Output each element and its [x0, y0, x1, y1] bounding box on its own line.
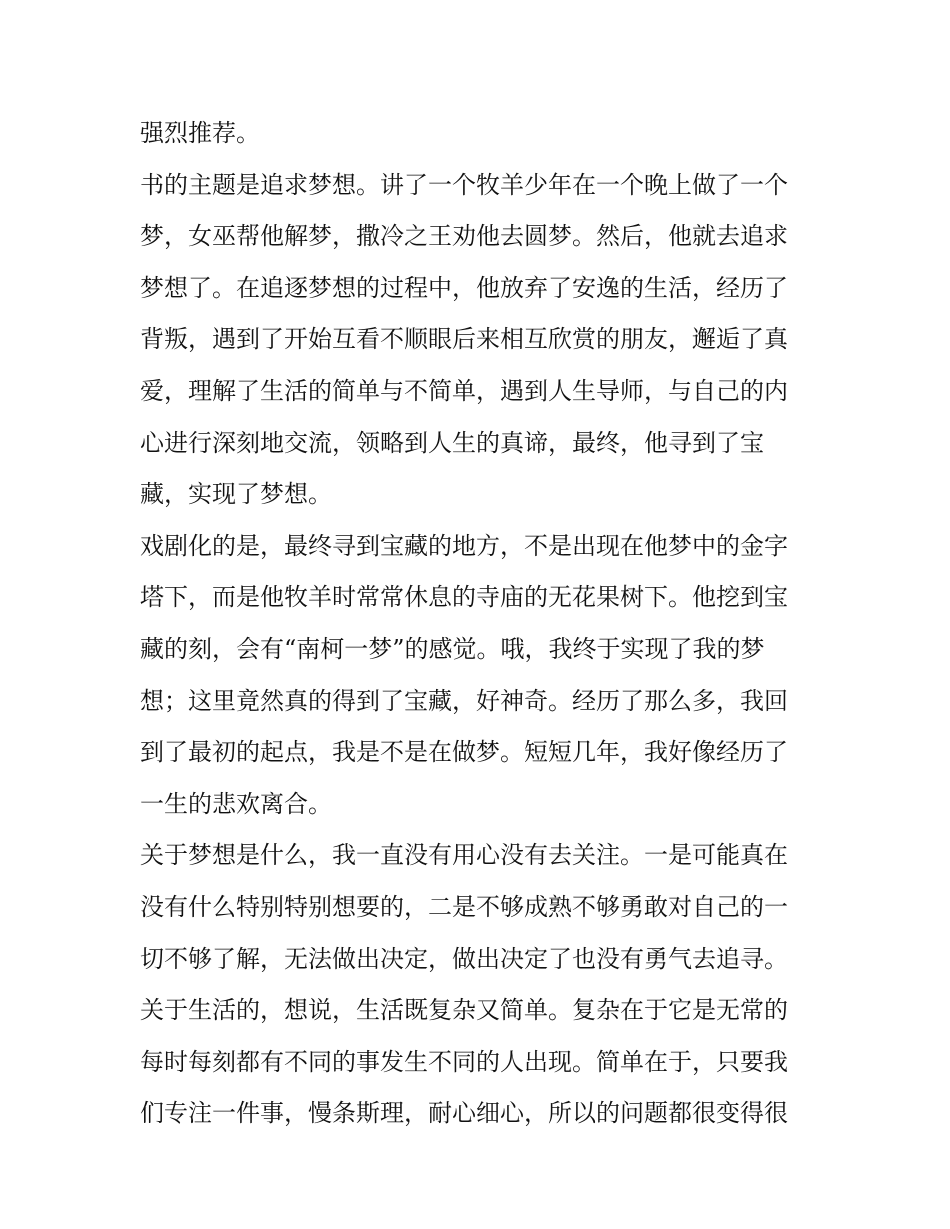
text-line: 藏，实现了梦想。 [140, 480, 332, 509]
text-line: 想；这里竟然真的得到了宝藏，好神奇。经历了那么多，我回 [140, 686, 788, 715]
text-line: 梦想了。在追逐梦想的过程中，他放弃了安逸的生活，经历了 [140, 273, 788, 302]
text-line: 梦，女巫帮他解梦，撒冷之王劝他去圆梦。然后，他就去追求 [140, 222, 788, 251]
text-line: 关于生活的，想说，生活既复杂又简单。复杂在于它是无常的 [140, 996, 788, 1025]
text-line: 戏剧化的是，最终寻到宝藏的地方，不是出现在他梦中的金字 [140, 531, 788, 560]
text-line: 关于梦想是什么，我一直没有用心没有去关注。一是可能真在 [140, 841, 788, 870]
body-text [140, 108, 820, 1140]
text-line: 强烈推荐。 [140, 119, 260, 147]
text-line: 塔下，而是他牧羊时常常休息的寺庙的无花果树下。他挖到宝 [140, 583, 788, 612]
text-line: 书的主题是追求梦想。讲了一个牧羊少年在一个晚上做了一个 [140, 170, 788, 199]
text-line: 们专注一件事，慢条斯理，耐心细心，所以的问题都很变得很 [140, 1099, 788, 1128]
text-line: 背叛，遇到了开始互看不顺眼后来相互欣赏的朋友，邂逅了真 [140, 325, 788, 354]
text-line: 到了最初的起点，我是不是在做梦。短短几年，我好像经历了 [140, 738, 788, 767]
text-line: 心进行深刻地交流，领略到人生的真谛，最终，他寻到了宝 [140, 428, 764, 457]
text-line: 爱，理解了生活的简单与不简单，遇到人生导师，与自己的内 [140, 376, 788, 405]
text-line: 切不够了解，无法做出决定，做出决定了也没有勇气去追寻。 [140, 944, 788, 973]
text-line: 藏的刻，会有“南柯一梦”的感觉。哦，我终于实现了我的梦 [140, 634, 765, 663]
text-line: 一生的悲欢离合。 [140, 789, 332, 818]
text-line: 每时每刻都有不同的事发生不同的人出现。简单在于，只要我 [140, 1047, 788, 1076]
text-line: 没有什么特别特别想要的，二是不够成熟不够勇敢对自己的一 [140, 892, 788, 921]
